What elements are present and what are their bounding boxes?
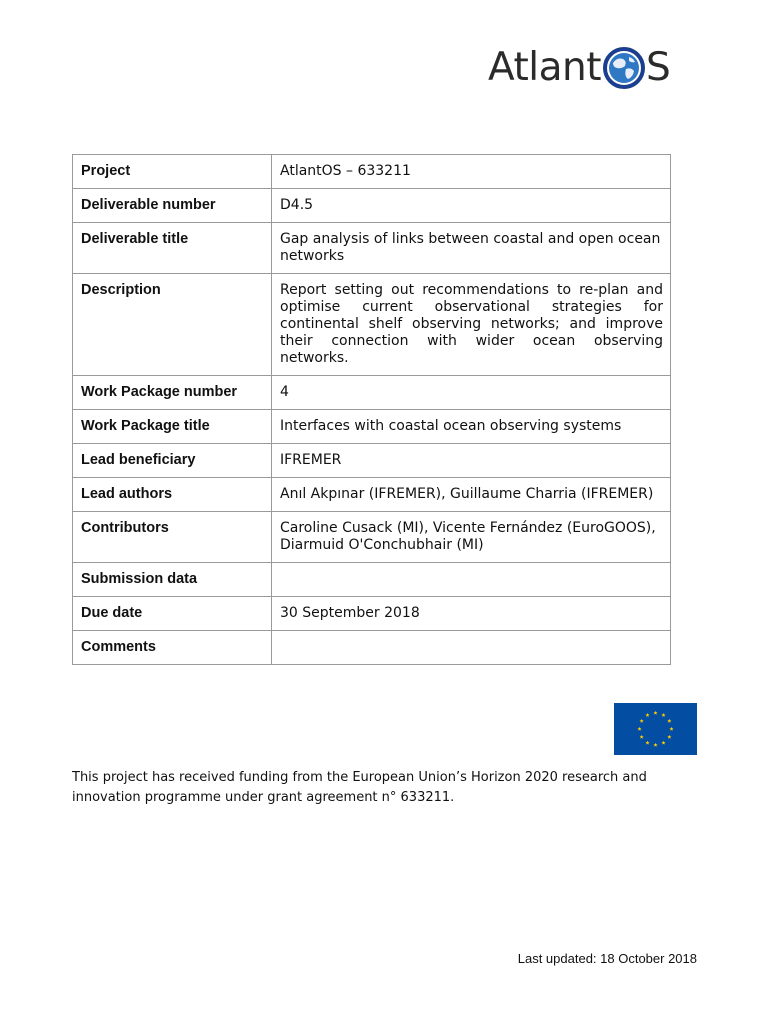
row-label: Deliverable number [73,189,272,223]
row-label: Description [73,274,272,376]
table-row [73,444,671,478]
table-row [73,189,671,223]
row-label: Submission data [73,563,272,597]
table-row [73,410,671,444]
row-value: 4 [272,376,671,410]
row-value: IFREMER [272,444,671,478]
table-row [73,563,671,597]
table-row [73,376,671,410]
row-value: Interfaces with coastal ocean observing systems [272,410,671,444]
logo-text-right: S [646,45,671,90]
row-label: Work Package title [73,410,272,444]
atlantos-logo [488,42,670,94]
table-row [73,631,671,665]
row-value [272,631,671,665]
row-value: AtlantOS – 633211 [272,155,671,189]
row-value: D4.5 [272,189,671,223]
last-updated: Last updated: 18 October 2018 [517,951,697,966]
row-value [272,563,671,597]
table-row [73,274,671,376]
row-label: Deliverable title [73,223,272,274]
row-label: Due date [73,597,272,631]
logo-text-left: Atlant [488,45,602,90]
row-value: Report setting out recommendations to re-plan and optimise current observational strategies for continental shelf observing networks; and improve their connection with wider ocean observing networks. [272,274,671,376]
row-label: Lead beneficiary [73,444,272,478]
table-row [73,223,671,274]
project-info-table [72,154,671,665]
row-label: Work Package number [73,376,272,410]
row-value: Anıl Akpınar (IFREMER), Guillaume Charria (IFREMER) [272,478,671,512]
row-label: Comments [73,631,272,665]
funding-statement: This project has received funding from the European Union’s Horizon 2020 research and innovation programme under grant agreement n° 633211. [72,770,647,805]
eu-flag-icon [614,703,697,755]
row-label: Contributors [73,512,272,563]
table-row [73,478,671,512]
row-value: Gap analysis of links between coastal and open ocean networks [272,223,671,274]
table-row [73,512,671,563]
row-value: 30 September 2018 [272,597,671,631]
globe-icon [603,47,645,89]
row-label: Lead authors [73,478,272,512]
table-row [73,155,671,189]
table-row [73,597,671,631]
row-value: Caroline Cusack (MI), Vicente Fernández (EuroGOOS), Diarmuid O'Conchubhair (MI) [272,512,671,563]
row-label: Project [73,155,272,189]
